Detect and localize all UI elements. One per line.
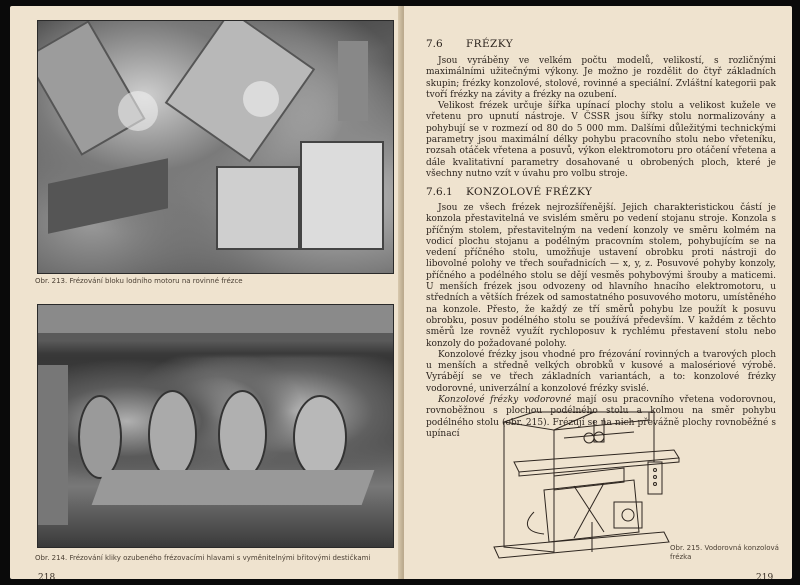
right-page (404, 6, 792, 579)
section-title: KONZOLOVÉ FRÉZKY (466, 186, 593, 198)
figure-214-caption: Obr. 214. Frézování kliky ozubeného frézovacími hlavami s vyměnitelnými břitovými destičkami (35, 554, 371, 562)
figure-215-knee-milling-machine (474, 402, 704, 562)
section-heading-7-6 (426, 38, 513, 50)
section-number: 7.6.1 (426, 186, 453, 198)
section-7-6-body (426, 56, 776, 180)
paragraph: Konzolové frézky jsou vhodné pro frézování rovinných a tvarových ploch u menších a středně velkých obrobků v kusové a malosériové výrobě. Vyrábějí se ve třech základních variantách, a to: konzolové frézky vodorovné, univerzální a konzolové frézky svislé. (426, 349, 776, 394)
paragraph-rest: mají osu pracovního vřetena vodorovnou, rovnoběžnou s plochou podélného stolu a kolmou na směr pohybu podélného stolu (obr. 215). Frézují se na nich převážně plochy rovnoběžné s upínací (426, 395, 776, 439)
page-number-left: 218 (38, 573, 56, 579)
paragraph: Jsou ze všech frézek nejrozšířenější. Jejich charakteristickou částí je konzola přestavitelná ve svislém směru po vedení stojanu stroje. Konzola s příčným stolem, přestavitelným na vedení konzoly ve směru kolmém na vodicí plochu stojanu a podélným pracovním stolem, pohybujícím se na vedení příčného stolu, umožňuje ustavení obrobku proti nástroji do libovolné polohy ve třech souřadnicích — x, y, z. Posuvové pohyby konzoly, příčného a podélného stolu se dějí vesměs pohybovými šrouby a maticemi. U menších frézek jsou odvozeny od hlavního hnacího elektromotoru, u středních a větších frézek od samostatného posuvového motoru, umístěného na konzole. Přesto, že každý ze tří směrů pohybu lze použít k posuvu obrobku, posuv podélného stolu se používá především. V každém z těchto směrů lze rovněž využít rychloposuv k rychlému přestavení stolu nebo konzoly do požadované polohy. (426, 203, 776, 349)
photo-crankshaft-milling (37, 304, 394, 548)
figure-213-caption: Obr. 213. Frézování bloku lodního motoru na rovinné frézce (35, 277, 243, 285)
photo-engine-block-milling (37, 20, 394, 274)
section-title: FRÉZKY (466, 38, 514, 50)
section-number: 7.6 (426, 38, 443, 50)
paragraph: Velikost frézek určuje šířka upínací plochy stolu a velikost kužele ve vřetenu pro upnutí nástroje. V ČSSR jsou šířky stolu normalizovány a pohybují se v rozmezí od 80 do 5 000 mm. Dalšími důležitými technickými parametry jsou maximální délky pohybu pracovního stolu nebo vřeteníku, rozsah otáček vřetena a posuvů, výkon elektromotoru pro otáčení vřetena a dále kvalitativní parametry dosahované u obrobených ploch, které je všechny nutno vzít v úvahu pro volbu stroje. (426, 101, 776, 179)
page-number-right: 219 (756, 573, 774, 579)
figure-215-caption: Obr. 215. Vodorovná konzolová frézka (670, 544, 779, 561)
paragraph: Jsou vyráběny ve velkém počtu modelů, velikostí, s rozličnými maximálními užitečnými výkony. Je možno je rozdělit do čtyř základních skupin; frézky konzolové, stolové, rovinné a speciální. Zvláštní kategorii pak tvoří frézky na závity a frézky na ozubení. (426, 56, 776, 100)
italic-term: Konzolové frézky vodorovné (438, 395, 572, 406)
left-page (10, 6, 402, 579)
section-heading-7-6-1 (426, 186, 592, 198)
